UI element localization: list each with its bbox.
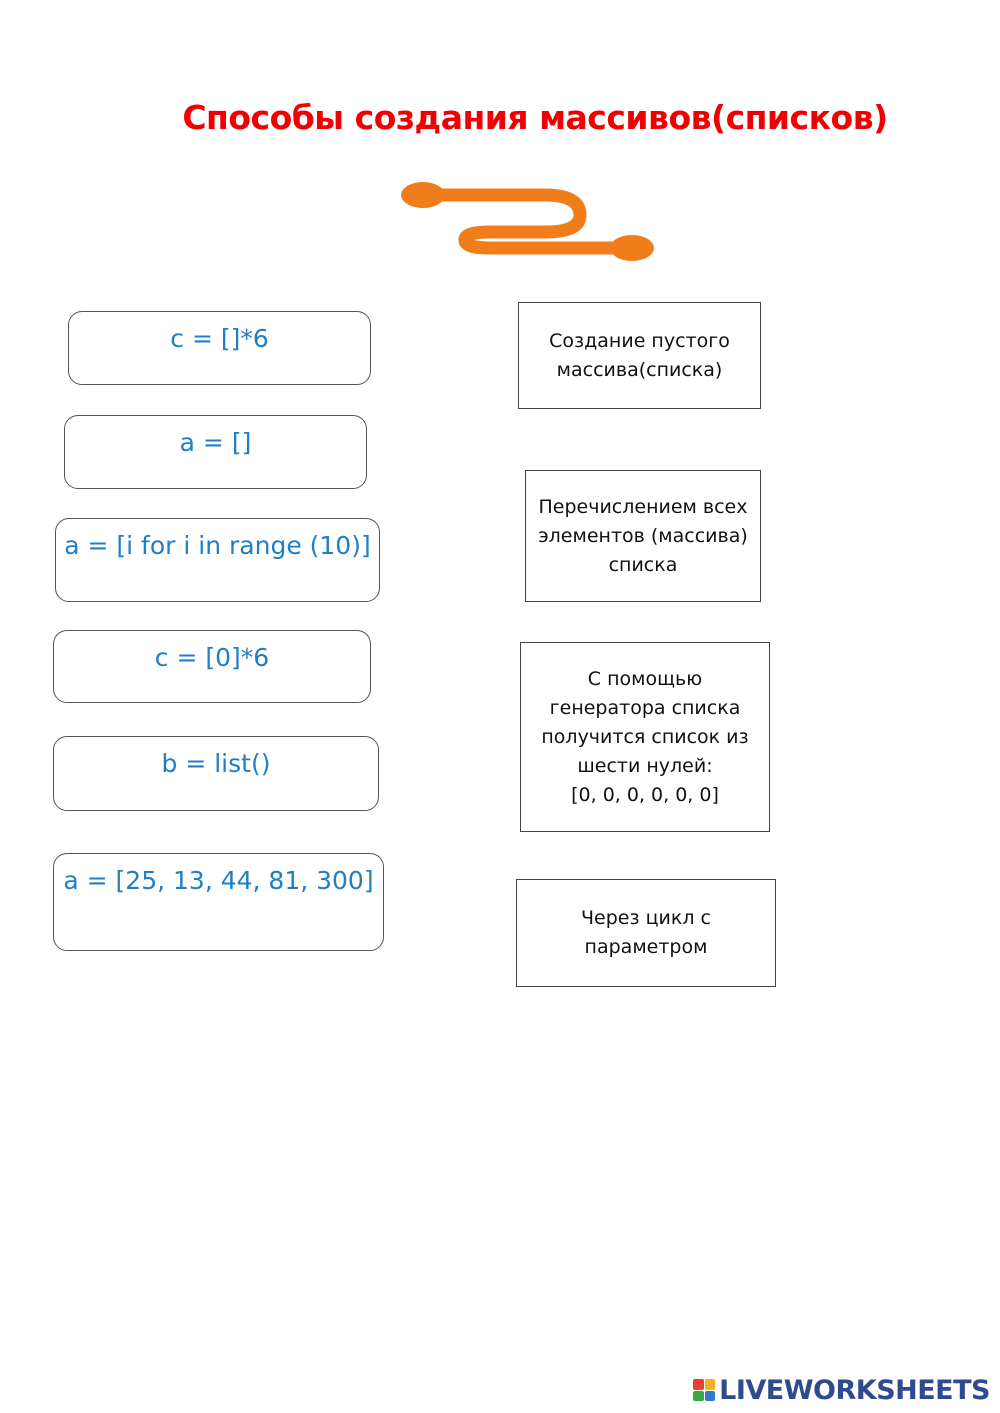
description-loop-parameter[interactable] (516, 879, 776, 987)
description-line: элементов (массива) (538, 524, 748, 547)
code-card-empty-times-six[interactable] (68, 311, 371, 385)
code-card-zeros-times-six[interactable] (53, 630, 371, 703)
liveworksheets-logo-icon (693, 1379, 715, 1401)
description-line: Перечислением всех (538, 495, 748, 518)
code-card-text: a = [i for i in range (10)] (64, 531, 371, 560)
code-card-text: b = list() (161, 749, 271, 778)
description-line: шести нулей: (577, 754, 713, 777)
page-title: Способы создания массивов(списков) (182, 98, 888, 137)
code-card-text: c = []*6 (170, 324, 269, 353)
code-card-list-constructor[interactable] (53, 736, 379, 811)
description-line: [0, 0, 0, 0, 0, 0] (571, 783, 719, 806)
description-line: С помощью (587, 667, 703, 690)
code-card-list-comprehension[interactable] (55, 518, 380, 602)
connector-cable-icon (395, 170, 665, 270)
description-empty-list[interactable] (518, 302, 761, 409)
description-line: генератора списка (549, 696, 741, 719)
description-line: списка (608, 553, 678, 576)
liveworksheets-brand[interactable] (693, 1375, 990, 1405)
description-line: Через цикл с (581, 907, 711, 929)
code-card-text: a = [25, 13, 44, 81, 300] (63, 866, 374, 895)
code-card-text: c = [0]*6 (154, 643, 270, 672)
code-card-text: a = [] (179, 428, 252, 457)
code-card-empty-list[interactable] (64, 415, 367, 489)
description-line: Создание пустого (549, 329, 730, 352)
code-card-literal-list[interactable] (53, 853, 384, 951)
description-line: массива(списка) (556, 358, 723, 381)
description-generator-zeros[interactable] (520, 642, 770, 832)
description-line: параметром (584, 936, 708, 958)
description-line: получится список из (541, 725, 749, 748)
description-enumeration[interactable] (525, 470, 761, 602)
brand-name: LIVEWORKSHEETS (719, 1374, 990, 1406)
